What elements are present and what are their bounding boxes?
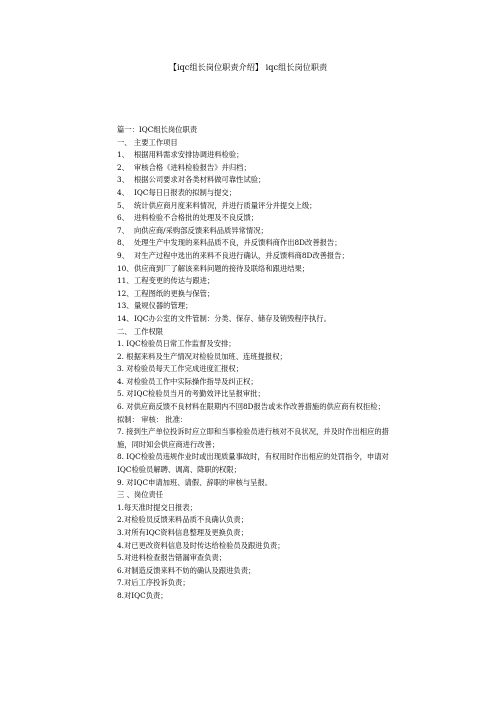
item-text: IQC办公室的文件管制：分类、保存、储存及销毁程序执行。	[134, 313, 331, 323]
list-item	[117, 174, 462, 187]
list-item: 2. 根据来料及生产情况对检验员加班、连班提报权；	[117, 351, 287, 361]
item-number: 13、	[117, 301, 134, 311]
list-item: 3. 对检验员每天工作完成进度汇报权；	[117, 364, 244, 374]
item-text: 进料检验不合格批的处理及不良反馈；	[134, 213, 259, 223]
item-number: 8、	[117, 238, 129, 248]
item-number: 6、	[117, 213, 129, 223]
list-item: 2.对检验员反馈来料品质不良确认负责；	[117, 515, 249, 525]
list-item: 9. 对IQC申请加班、请假、辞职的审核与呈报。	[117, 477, 273, 487]
item-number: 9、	[117, 250, 129, 260]
item-text: 处理生产中发现的来料品质不良，并反馈料商作出8D改善报告；	[134, 238, 342, 248]
list-item	[117, 162, 462, 175]
item-text: 根据公司要求对各类材料做可靠性试验；	[134, 175, 266, 185]
item-number: 1、	[117, 150, 129, 160]
item-number: 7、	[117, 225, 129, 235]
list-item	[117, 275, 462, 288]
list-item	[117, 237, 462, 250]
item-number: 5、	[117, 200, 129, 210]
item-text: 量规仪器的管理；	[134, 301, 193, 311]
item-text: 统计供应商月度来料情况，并进行质量评分并提交上级；	[134, 200, 317, 210]
list-item: 5.对进料检查报告错漏审查负责；	[117, 553, 227, 563]
item-text: 对生产过程中选出的来料不良进行确认，并反馈料商8D改善报告；	[134, 250, 349, 260]
item-text: 工程图纸的更换与保管；	[134, 288, 215, 298]
item-number: 3、	[117, 175, 129, 185]
list-item: 1.每天准时提交日报表；	[117, 502, 197, 512]
list-item	[117, 300, 462, 313]
list-item: 3.对所有IQC资料信息整理及更换负责；	[117, 528, 248, 537]
list-item	[117, 313, 462, 326]
section-heading: 一、 主要工作项目	[117, 137, 178, 147]
item-number: 14、	[117, 313, 134, 323]
item-number: 10、	[117, 263, 134, 273]
list-item: 7.对后工序投诉负责；	[117, 578, 190, 588]
list-item: 6.对制造反馈来料不妨的确认及跟进负责；	[117, 565, 256, 575]
list-item: 4.对已更改资料信息及时传达给检验员及跟进负责；	[117, 540, 285, 550]
list-item: 8.对IQC负责；	[117, 590, 168, 600]
item-text: 供应商到厂了解该来料问题的接待及联络和跟进结果；	[134, 263, 310, 273]
item-text: 审核合格《进料检验报告》并归档；	[134, 162, 251, 172]
list-item: 施，同时知会供应商进行改善；	[117, 439, 220, 449]
list-item	[117, 250, 462, 263]
list-item	[117, 288, 462, 301]
list-item: 7. 接到生产单位投诉时应立即和当事检验员进行核对不良状况，并及时作出相应的措	[117, 427, 389, 437]
list-item: 4. 对检验员工作中实际操作指导及纠正权；	[117, 376, 258, 386]
section-heading: 二、 工作权限	[117, 326, 164, 336]
list-item	[117, 149, 462, 162]
item-text: 向供应商/采购部反馈来料品质异常情况；	[134, 225, 268, 235]
list-item	[117, 212, 462, 225]
item-number: 12、	[117, 288, 134, 298]
list-item: 8. IQC检验员违规作业时或出现质量事故时，有权用时作出相应的处罚指令，申请对	[117, 452, 389, 462]
list-item: IQC检验员解聘、调离、降职的权限；	[117, 465, 241, 475]
list-item: 1. IQC检验员日常工作监督及安排；	[117, 339, 236, 349]
item-text: 工程变更的传达与跟进；	[134, 276, 215, 286]
section-heading: 三 、岗位责任	[117, 490, 164, 500]
signature-line: 拟制： 审核： 批准：	[117, 414, 188, 424]
item-number: 4、	[117, 187, 129, 197]
section1-list	[117, 149, 462, 325]
section2-list	[117, 338, 462, 489]
document-title: 【iqc组长岗位职责介绍】 iqc组长岗位职责	[168, 62, 328, 72]
item-text: 根据用料需求安排协调进料检验；	[134, 150, 244, 160]
list-item	[117, 225, 462, 238]
list-item: 5. 对IQC检验员当月的考勤效评比呈报审批；	[117, 389, 265, 399]
list-item	[117, 263, 462, 276]
list-item	[117, 200, 462, 213]
document-body	[117, 124, 462, 603]
part-heading: 篇一：IQC组长岗位职责	[117, 125, 198, 134]
section3-list	[117, 502, 462, 603]
item-text: IQC每日日报表的拟制与提交；	[134, 187, 237, 197]
item-number: 11、	[117, 276, 134, 286]
list-item	[117, 187, 462, 200]
item-number: 2、	[117, 162, 129, 172]
list-item: 6. 对供应商反馈不良材料在限期内不回8D报告或未作改善措施的供应商有权拒检；	[117, 402, 385, 412]
